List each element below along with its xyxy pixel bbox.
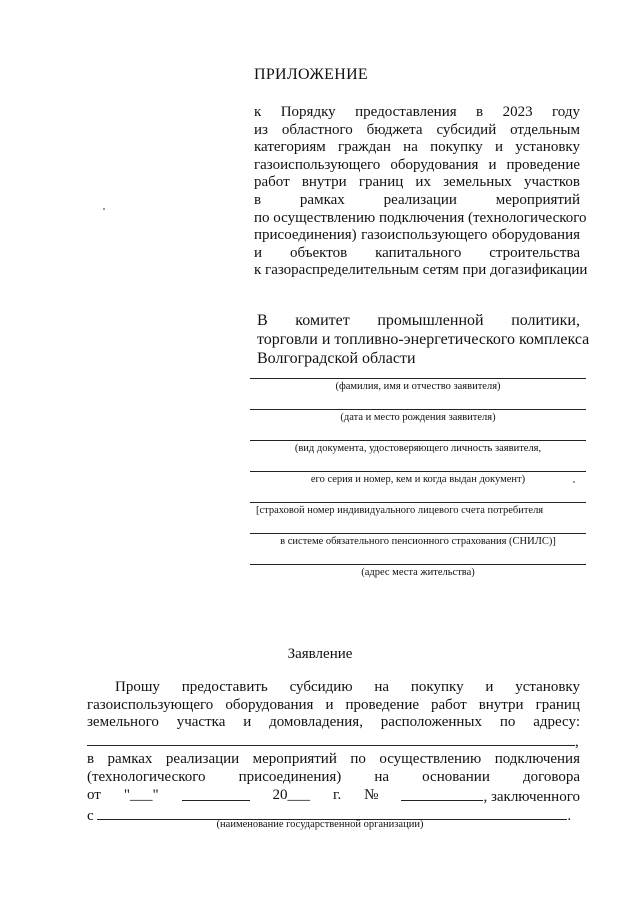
appendix-line: к Порядку предоставления в 2023 году — [254, 104, 580, 120]
concluded-label: , заключенного — [483, 788, 580, 805]
addressee-line: Волгоградской области — [257, 350, 416, 367]
statement-line: газоиспользующего оборудования и проведение работ внутри границ — [87, 696, 580, 713]
address-fill-line[interactable] — [87, 732, 575, 746]
period: . — [567, 808, 572, 825]
applicant-fields — [250, 372, 586, 589]
fill-line — [250, 409, 586, 410]
statement-line: земельного участка и домовладения, расположенных по адресу: — [87, 714, 580, 731]
fill-line — [250, 502, 586, 503]
id-document-number-field[interactable] — [250, 465, 586, 496]
fill-line — [250, 533, 586, 534]
field-caption: (вид документа, удостоверяющего личность заявителя, — [294, 443, 542, 454]
scan-speck — [573, 481, 575, 483]
number-sign: № — [364, 786, 379, 803]
appendix-reference — [254, 104, 588, 280]
contract-number-fill-line[interactable] — [401, 787, 483, 801]
day-blank[interactable]: "___" — [123, 786, 159, 803]
field-caption: (фамилия, имя и отчество заявителя) — [335, 381, 501, 392]
snils-field[interactable] — [250, 496, 586, 527]
field-caption: (дата и место рождения заявителя) — [340, 412, 496, 423]
contract-date-row — [87, 787, 580, 807]
applicant-name-field[interactable] — [250, 372, 586, 403]
appendix-line: в рамках реализации мероприятий — [254, 191, 580, 208]
id-document-type-field[interactable] — [250, 434, 586, 465]
appendix-line: работ внутри границ их земельных участков — [254, 174, 580, 191]
addressee-block — [257, 311, 590, 368]
appendix-line: по осуществлению подключения (технологического — [254, 209, 587, 226]
fill-line — [250, 564, 586, 565]
snils-field-continued[interactable] — [250, 527, 586, 558]
year-suffix: г. — [332, 786, 342, 803]
appendix-line: из областного бюджета субсидий отдельным — [254, 121, 580, 138]
statement-line: Прошу предоставить субсидию на покупку и установку — [115, 679, 580, 695]
from-label: от — [87, 786, 101, 803]
addressee-line: торговли и топливно-энергетического комплекса — [257, 331, 590, 348]
field-caption: его серия и номер, кем и когда выдан документ) — [310, 474, 526, 485]
appendix-line: к газораспределительным сетям при догазификации — [254, 262, 588, 279]
appendix-line: категориям граждан на покупку и установку — [254, 139, 580, 156]
address-fill-row — [87, 732, 580, 752]
addressee-line: В комитет промышленной политики, — [257, 312, 580, 329]
year-blank[interactable]: 20___ — [272, 786, 311, 803]
organization-caption: (наименование государственной организации) — [216, 819, 424, 830]
statement-line: в рамках реализации мероприятий по осуществлению подключения — [87, 751, 580, 768]
appendix-line: газоиспользующего оборудования и проведение — [254, 156, 580, 173]
field-caption: в системе обязательного пенсионного страхования (СНИЛС)] — [280, 536, 556, 547]
fill-line — [250, 378, 586, 379]
appendix-line: присоединения) газоиспользующего оборудования — [254, 227, 580, 244]
birth-date-place-field[interactable] — [250, 403, 586, 434]
residence-address-field[interactable] — [250, 558, 586, 589]
month-fill-line[interactable] — [182, 787, 250, 801]
statement-body — [87, 679, 580, 826]
comma: , — [575, 733, 579, 750]
fill-line — [250, 440, 586, 441]
appendix-title: ПРИЛОЖЕНИЕ — [254, 66, 369, 83]
appendix-line: и объектов капитального строительства — [254, 244, 580, 261]
field-caption: (адрес места жительства) — [361, 567, 475, 578]
scan-speck — [103, 208, 105, 210]
statement-heading: Заявление — [287, 646, 353, 662]
field-caption: [страховой номер индивидуального лицевого счета потребителя — [256, 505, 544, 516]
fill-line — [250, 471, 586, 472]
with-label: с — [87, 808, 94, 825]
statement-line: (технологического присоединения) на основании договора — [87, 768, 580, 785]
